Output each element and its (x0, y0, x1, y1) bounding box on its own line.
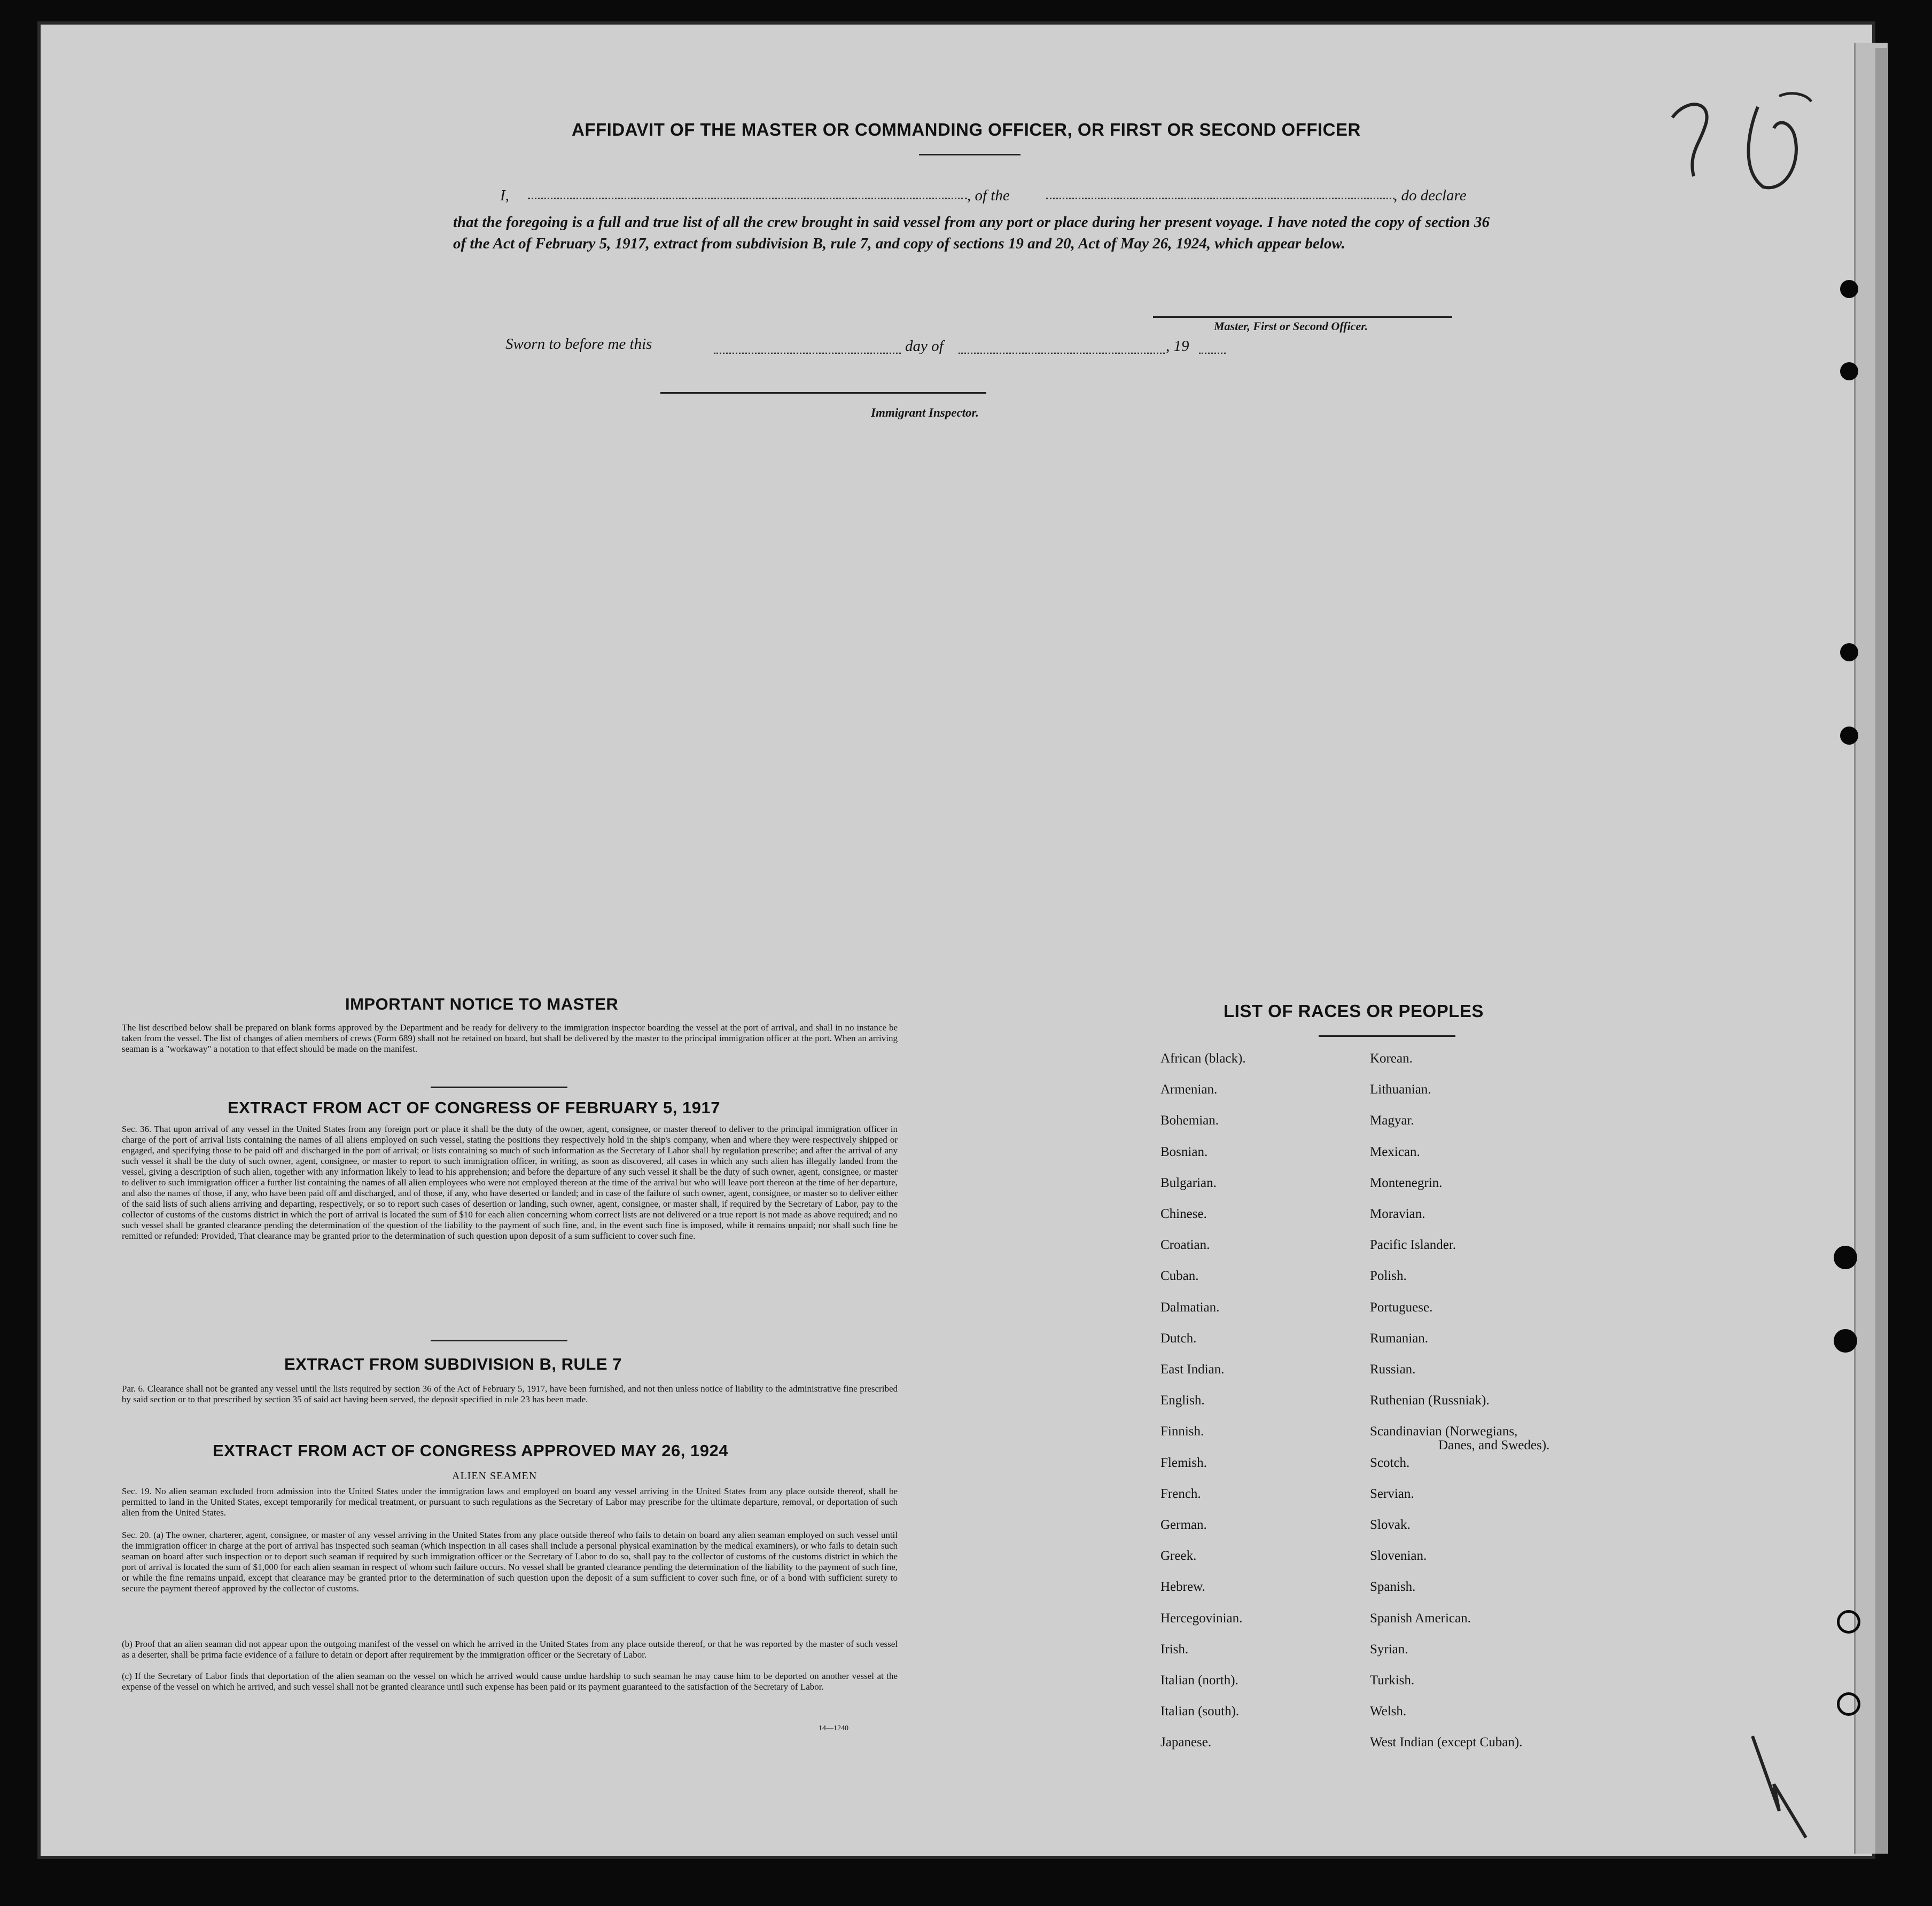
race-item: Slovak. (1370, 1518, 1411, 1532)
race-item: African (black). (1160, 1051, 1246, 1066)
race-item: Bulgarian. (1160, 1176, 1217, 1190)
race-item: Bohemian. (1160, 1113, 1219, 1128)
race-item: Finnish. (1160, 1424, 1204, 1439)
race-item: Croatian. (1160, 1238, 1210, 1252)
sworn-year-field[interactable] (1199, 353, 1226, 354)
affidavit-of-the: , of the (967, 187, 1010, 204)
signature-line[interactable] (1153, 316, 1452, 318)
extract-1917-text: Sec. 36. That upon arrival of any vessel in the United States from any foreign port or place it shall be the duty of the owner, agent, consignee, or master thereof to deliver to the principal immigration officer in charge of the port of arrival lists containing the names of all aliens employed on such vessel, stating the positions they respectively hold in the ship's company, when and where they were respectively shipped or engaged, and specifying those to be paid off and discharged in the port of arrival; or lists containing so much of such information as the Secretary of Labor shall by regulation prescribe; and after the arrival of any such vessel it shall be the duty of such owner, agent, consignee, or master to report to such immigration officer, in writing, as soon as discovered, all cases in which any such alien has illegally landed from the vessel, giving a description of such alien, together with any information likely to lead to his apprehension; and before the departure of any such vessel it shall be the duty of such owner, agent, consignee, or master to deliver to such immigration officer a further list containing the names of all alien employees who were not employed thereon at the time of the arrival but who will leave port thereon at the time of her departure, and also the names of those, if any, who have been paid off and discharged, and of those, if any, who have deserted or landed; and in case of the failure of such owner, agent, consignee, or master so to deliver either of the said lists of such aliens arriving and departing, respectively, or so to report such cases of desertion or landing, such owner, agent, consignee, or master shall, if required by the Secretary of Labor, pay to the collector of customs of the customs district in which the port of arrival is located the sum of $10 for each alien concerning whom correct lists are not delivered or a true report is not made as above required; and no such vessel shall be granted clearance pending the determination of the question of the liability to the payment of such fine, and, in the event such fine is imposed, while it remains unpaid; nor shall such fine be remitted or refunded: Provided, That clearance may be granted prior to the determination of such question upon deposit of a sum sufficient to cover such fine. (122, 1124, 898, 1241)
race-item: Syrian. (1370, 1642, 1408, 1657)
section-divider (431, 1087, 567, 1088)
section-divider (431, 1340, 567, 1341)
title-underline (919, 154, 1020, 155)
day-of-label: day of (905, 338, 944, 355)
handwritten-mark (1742, 1720, 1827, 1848)
race-item: Armenian. (1160, 1082, 1218, 1097)
race-item: East Indian. (1160, 1362, 1225, 1377)
race-item: Ruthenian (Russniak). (1370, 1393, 1490, 1408)
race-item: Hebrew. (1160, 1580, 1205, 1594)
race-item: Mexican. (1370, 1145, 1420, 1159)
handwritten-mark (1656, 85, 1849, 214)
punch-hole (1837, 1692, 1860, 1716)
notice-title: IMPORTANT NOTICE TO MASTER (345, 995, 619, 1013)
signature-caption: Master, First or Second Officer. (1214, 319, 1368, 333)
race-item: Dutch. (1160, 1331, 1197, 1346)
race-item: West Indian (except Cuban). (1370, 1735, 1523, 1749)
inspector-caption: Immigrant Inspector. (871, 406, 979, 419)
sworn-month-field[interactable] (959, 353, 1165, 354)
race-item: Spanish. (1370, 1580, 1416, 1594)
punch-hole (1834, 1329, 1857, 1353)
race-item: English. (1160, 1393, 1205, 1408)
race-item: Pacific Islander. (1370, 1238, 1456, 1252)
affidavit-i-label: I, (500, 187, 509, 204)
race-item: Slovenian. (1370, 1549, 1427, 1563)
race-item: Dalmatian. (1160, 1300, 1220, 1315)
inspector-signature-line[interactable] (660, 392, 986, 394)
notice-text: The list described below shall be prepared on blank forms approved by the Department and be ready for delivery to the immigration inspector boarding the vessel at the port of arrival, and shall in no instance be taken from the vessel. The list of changes of alien members of crews (Form 689) shall not be retained on board, but shall be delivered by the master to the principal immigration officer at the port. When an arriving seaman is a "workaway" a notation to that effect should be made on the manifest. (122, 1022, 898, 1054)
race-item: Scotch. (1370, 1456, 1410, 1470)
race-item: Rumanian. (1370, 1331, 1429, 1346)
affidavit-title: AFFIDAVIT OF THE MASTER OR COMMANDING OFFICER, OR FIRST OR SECOND OFFICER (572, 120, 1361, 139)
punch-hole (1840, 362, 1858, 380)
race-item: Japanese. (1160, 1735, 1212, 1749)
race-item: Welsh. (1370, 1704, 1407, 1718)
race-item: Bosnian. (1160, 1145, 1208, 1159)
race-item: Lithuanian. (1370, 1082, 1431, 1097)
race-item: Russian. (1370, 1362, 1416, 1377)
page-edge-shadow (1875, 48, 1887, 1854)
race-item: French. (1160, 1487, 1201, 1501)
race-item: Servian. (1370, 1487, 1414, 1501)
race-item: German. (1160, 1518, 1207, 1532)
race-item: Italian (north). (1160, 1673, 1238, 1688)
race-item: Scandinavian (Norwegians, (1370, 1424, 1518, 1439)
sworn-label: Sworn to before me this (505, 335, 652, 353)
races-title: LIST OF RACES OR PEOPLES (1224, 1001, 1484, 1021)
race-item: Cuban. (1160, 1269, 1199, 1283)
punch-hole (1840, 727, 1858, 745)
races-title-underline (1319, 1035, 1455, 1037)
punch-hole (1840, 280, 1858, 298)
extract-1924-subtitle: ALIEN SEAMEN (452, 1470, 537, 1482)
race-item: Portuguese. (1370, 1300, 1433, 1315)
extract-1924-sec20a: Sec. 20. (a) The owner, charterer, agent, consignee, or master of any vessel arriving in the United States from any place outside thereof who fails to detain on board any alien seaman employed on such vessel until the immigration officer in charge at the port of arrival has inspected such seaman (which inspection in all cases shall include a personal physical examination by the medical examiners), or who fails to detain such seaman on board after such inspection or to deport such seaman if required by such immigration officer or the Secretary of Labor to do so, shall pay to the collector of customs of the customs district in which the port of arrival is located the sum of $1,000 for each alien seaman in respect of whom such failure occurs. No vessel shall be granted clearance pending the determination of the liability to the payment of such fine, or while the fine remains unpaid, except that clearance may be granted prior to the determination of such question upon the deposit of a sum sufficient to cover such fine, or of a bond with sufficient surety to secure the payment thereof approved by the collector of customs. (122, 1530, 898, 1593)
name-field[interactable] (528, 198, 967, 199)
affidavit-body: that the foregoing is a full and true list of all the crew brought in said vessel from any port or place during her present voyage. I have noted the copy of section 36 of the Act of February 5, 1917, extract from subdivision B, rule 7, and copy of sections 19 and 20, Act of May 26, 1924, which appear below. (453, 214, 1490, 252)
affidavit-do-declare: , do declare (1393, 187, 1467, 204)
race-item: Hercegovinian. (1160, 1611, 1243, 1626)
race-item: Chinese. (1160, 1207, 1207, 1221)
race-item: Flemish. (1160, 1456, 1207, 1470)
extract-1924-title: EXTRACT FROM ACT OF CONGRESS APPROVED MAY 26, 1924 (213, 1441, 728, 1460)
race-item: Polish. (1370, 1269, 1407, 1283)
punch-hole (1837, 1610, 1860, 1634)
punch-hole (1834, 1246, 1857, 1269)
vessel-field[interactable] (1046, 198, 1395, 199)
race-item: Danes, and Swedes). (1438, 1438, 1550, 1452)
sworn-day-field[interactable] (714, 353, 901, 354)
rule7-text: Par. 6. Clearance shall not be granted any vessel until the lists required by section 36 of the Act of February 5, 1917, have been furnished, and not then unless notice of liability to the administrative fine prescribed by said section or to that prescribed by section 35 of said act having been served, the deposit specified in rule 23 has been made. (122, 1384, 898, 1404)
race-item: Turkish. (1370, 1673, 1415, 1688)
extract-1924-sec20b: (b) Proof that an alien seaman did not appear upon the outgoing manifest of the vessel on which he arrived in the United States from any place outside thereof, or that he was reported by the master of such vessel as a deserter, shall be prima facie evidence of a failure to detain or deport after requirement by the immigration officer or the Secretary of Labor. (122, 1639, 898, 1660)
rule7-title: EXTRACT FROM SUBDIVISION B, RULE 7 (284, 1355, 622, 1373)
race-item: Magyar. (1370, 1113, 1414, 1128)
form-number: 14—1240 (819, 1724, 848, 1732)
extract-1924-sec20c: (c) If the Secretary of Labor finds that deportation of the alien seaman on the vessel on which he arrived would cause undue hardship to such seaman he may cause him to be deported on another vessel at the expense of the vessel on which he arrived, and such vessel shall not be granted clearance until such expense has been paid or its payment guaranteed to the satisfaction of the Secretary of Labor. (122, 1671, 898, 1692)
race-item: Korean. (1370, 1051, 1413, 1066)
race-item: Montenegrin. (1370, 1176, 1443, 1190)
race-item: Italian (south). (1160, 1704, 1240, 1718)
race-item: Spanish American. (1370, 1611, 1471, 1626)
year-prefix: , 19 (1166, 338, 1189, 355)
race-item: Moravian. (1370, 1207, 1425, 1221)
punch-hole (1840, 643, 1858, 661)
race-item: Greek. (1160, 1549, 1197, 1563)
extract-1924-sec19: Sec. 19. No alien seaman excluded from admission into the United States under the immigration laws and employed on board any vessel arriving in the United States from any place outside thereof, shall be permitted to land in the United States, except temporarily for medical treatment, or pursuant to such regulations as the Secretary of Labor may prescribe for the ultimate departure, removal, or deportation of such alien from the United States. (122, 1486, 898, 1518)
race-item: Irish. (1160, 1642, 1189, 1657)
extract-1917-title: EXTRACT FROM ACT OF CONGRESS OF FEBRUARY 5, 1917 (228, 1098, 720, 1117)
